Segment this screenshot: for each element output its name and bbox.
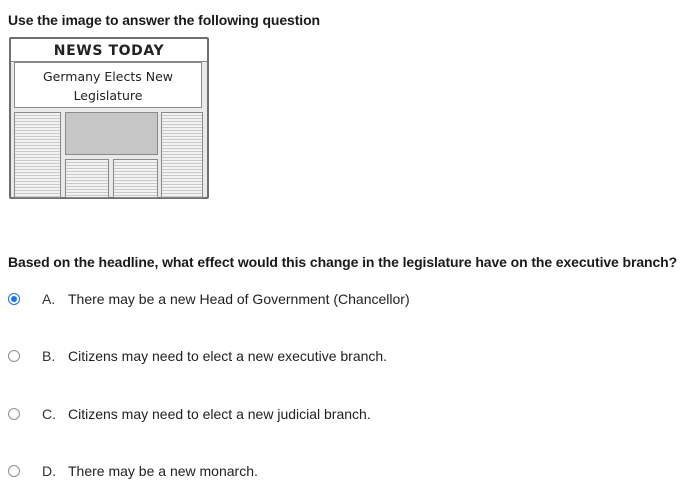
headline-line-1: Germany Elects New xyxy=(42,69,173,84)
newspaper-text-column-right xyxy=(161,112,203,198)
option-b[interactable] xyxy=(8,346,387,366)
question-prompt: Use the image to answer the following question xyxy=(8,12,320,28)
option-a-text[interactable]: There may be a new Head of Government (Chancellor) xyxy=(68,291,410,307)
newspaper-photo xyxy=(65,112,158,155)
option-d[interactable] xyxy=(8,461,258,481)
option-d-text[interactable]: There may be a new monarch. xyxy=(68,463,258,479)
newspaper-headline xyxy=(14,62,202,108)
option-d-letter: D. xyxy=(42,463,56,479)
newspaper-masthead: NEWS TODAY xyxy=(11,39,207,62)
radio-a[interactable] xyxy=(8,293,20,305)
headline-line-2: Legislature xyxy=(73,88,143,103)
option-b-letter: B. xyxy=(42,348,56,364)
question-text: Based on the headline, what effect would this change in the legislature have on the executive branch? xyxy=(8,254,678,270)
option-a[interactable] xyxy=(8,289,410,309)
newspaper-text-column-left xyxy=(14,112,61,198)
option-c-letter: C. xyxy=(42,406,56,422)
option-c-text[interactable]: Citizens may need to elect a new judicial branch. xyxy=(68,406,371,422)
option-b-text[interactable]: Citizens may need to elect a new executive branch. xyxy=(68,348,388,364)
option-c[interactable] xyxy=(8,404,371,424)
newspaper-image xyxy=(9,37,209,199)
newspaper-text-block-1 xyxy=(65,159,109,198)
radio-b[interactable] xyxy=(8,350,20,362)
newspaper-text-block-2 xyxy=(113,159,158,198)
radio-d[interactable] xyxy=(8,465,20,477)
option-a-letter: A. xyxy=(42,291,56,307)
radio-c[interactable] xyxy=(8,408,20,420)
